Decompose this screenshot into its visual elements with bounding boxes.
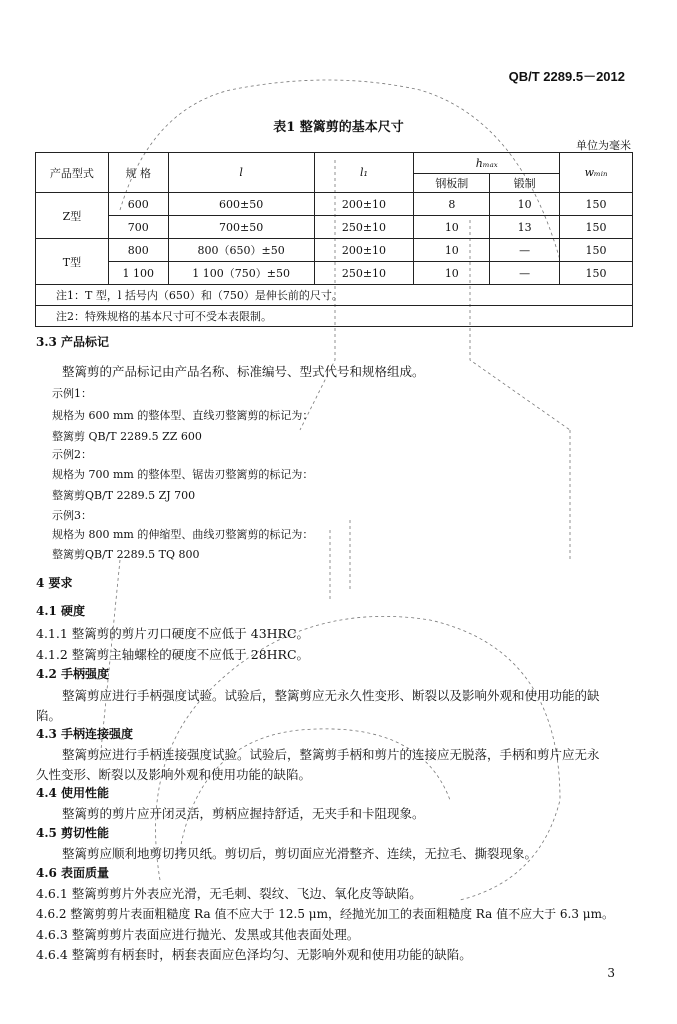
- header-spec: 规 格: [108, 153, 168, 193]
- paragraph: 整篱剪应进行手柄连接强度试验。试验后，整篱剪手柄和剪片的连接应无脱落，手柄和剪片应无永: [62, 747, 600, 762]
- cell-steel: 10: [414, 239, 490, 262]
- paragraph: 久性变形、断裂以及影响外观和使用功能的缺陷。: [36, 767, 312, 782]
- cell-forged: 10: [490, 193, 560, 216]
- paragraph: 整篱剪应进行手柄强度试验。试验后，整篱剪应无永久性变形、断裂以及影响外观和使用功能的缺: [62, 688, 600, 703]
- cell-l1: 200±10: [314, 193, 414, 216]
- section-heading: 4.3 手柄连接强度: [36, 727, 134, 741]
- cell-spec: 600: [108, 193, 168, 216]
- cell-spec: 1 100: [108, 262, 168, 285]
- paragraph: 整篱剪应顺利地剪切拷贝纸。剪切后，剪切面应光滑整齐、连续，无拉毛、撕裂现象。: [62, 846, 538, 861]
- header-steel: 钢板制: [414, 174, 490, 193]
- header-forged: 锻制: [490, 174, 560, 193]
- header-hmax: hₘₐₓ: [414, 153, 560, 174]
- clause: 4.6.3 整篱剪剪片表面应进行抛光、发黑或其他表面处理。: [36, 927, 360, 942]
- cell-type: Z型: [36, 193, 109, 239]
- cell-l: 700±50: [168, 216, 314, 239]
- cell-wmin: 150: [560, 239, 633, 262]
- example-label: 示例1：: [52, 387, 92, 400]
- cell-l: 600±50: [168, 193, 314, 216]
- cell-l: 800（650）±50: [168, 239, 314, 262]
- table-title: 表1 整篱剪的基本尺寸: [273, 120, 404, 135]
- example-mark: 整篱剪QB/T 2289.5 ZJ 700: [52, 489, 196, 502]
- clause: 4.6.1 整篱剪剪片外表应光滑，无毛刺、裂纹、飞边、氧化皮等缺陷。: [36, 886, 422, 901]
- cell-forged: 13: [490, 216, 560, 239]
- section-heading: 4 要求: [36, 576, 73, 590]
- header-type: 产品型式: [36, 153, 109, 193]
- clause: 4.6.2 整篱剪剪片表面粗糙度 Ra 值不应大于 12.5 μm，经抛光加工的表面粗糙度 Ra 值不应大于 6.3 μm。: [36, 907, 614, 921]
- section-heading: 4.1 硬度: [36, 604, 86, 618]
- cell-l1: 250±10: [314, 262, 414, 285]
- paragraph: 整篱剪的产品标记由产品名称、标准编号、型式代号和规格组成。: [62, 364, 425, 379]
- standard-number: QB/T 2289.5－2012: [508, 69, 625, 84]
- cell-steel: 10: [414, 216, 490, 239]
- cell-spec: 700: [108, 216, 168, 239]
- clause: 4.1.1 整篱剪的剪片刃口硬度不应低于 43HRC。: [36, 626, 310, 641]
- cell-type: T型: [36, 239, 109, 285]
- example-mark: 整篱剪QB/T 2289.5 TQ 800: [52, 548, 200, 561]
- dimensions-table: [35, 152, 633, 327]
- cell-spec: 800: [108, 239, 168, 262]
- paragraph: 陷。: [36, 708, 62, 723]
- clause: 4.6.4 整篱剪有柄套时，柄套表面应色泽均匀、无影响外观和使用功能的缺陷。: [36, 947, 472, 962]
- clause: 4.1.2 整篱剪主轴螺栓的硬度不应低于 28HRC。: [36, 647, 310, 662]
- example-label: 示例3：: [52, 509, 92, 522]
- table-note: 注1：T 型，l 括号内（650）和（750）是伸长前的尺寸。: [36, 285, 633, 306]
- section-heading: 4.5 剪切性能: [36, 826, 110, 840]
- section-heading: 4.4 使用性能: [36, 786, 110, 800]
- header-l1: l₁: [314, 153, 414, 193]
- table-note: 注2：特殊规格的基本尺寸可不受本表限制。: [36, 306, 633, 327]
- example-desc: 规格为 600 mm 的整体型、直线刃整篱剪的标记为：: [52, 409, 314, 422]
- paragraph: 整篱剪的剪片应开闭灵活，剪柄应握持舒适，无夹手和卡阻现象。: [62, 806, 425, 821]
- section-heading: 4.6 表面质量: [36, 866, 110, 880]
- section-heading: 4.2 手柄强度: [36, 667, 110, 681]
- cell-steel: 8: [414, 193, 490, 216]
- header-wmin: wₘᵢₙ: [560, 153, 633, 193]
- cell-l1: 200±10: [314, 239, 414, 262]
- example-desc: 规格为 800 mm 的伸缩型、曲线刃整篱剪的标记为：: [52, 528, 314, 541]
- example-mark: 整篱剪 QB/T 2289.5 ZZ 600: [52, 430, 202, 443]
- page-number: 3: [607, 966, 615, 980]
- table-unit: 单位为毫米: [576, 139, 631, 152]
- cell-l: 1 100（750）±50: [168, 262, 314, 285]
- cell-wmin: 150: [560, 262, 633, 285]
- example-desc: 规格为 700 mm 的整体型、锯齿刃整篱剪的标记为：: [52, 468, 314, 481]
- cell-wmin: 150: [560, 216, 633, 239]
- section-heading: 3.3 产品标记: [36, 335, 110, 349]
- cell-l1: 250±10: [314, 216, 414, 239]
- cell-steel: 10: [414, 262, 490, 285]
- cell-forged: —: [490, 239, 560, 262]
- example-label: 示例2：: [52, 448, 92, 461]
- cell-forged: —: [490, 262, 560, 285]
- header-l: l: [168, 153, 314, 193]
- cell-wmin: 150: [560, 193, 633, 216]
